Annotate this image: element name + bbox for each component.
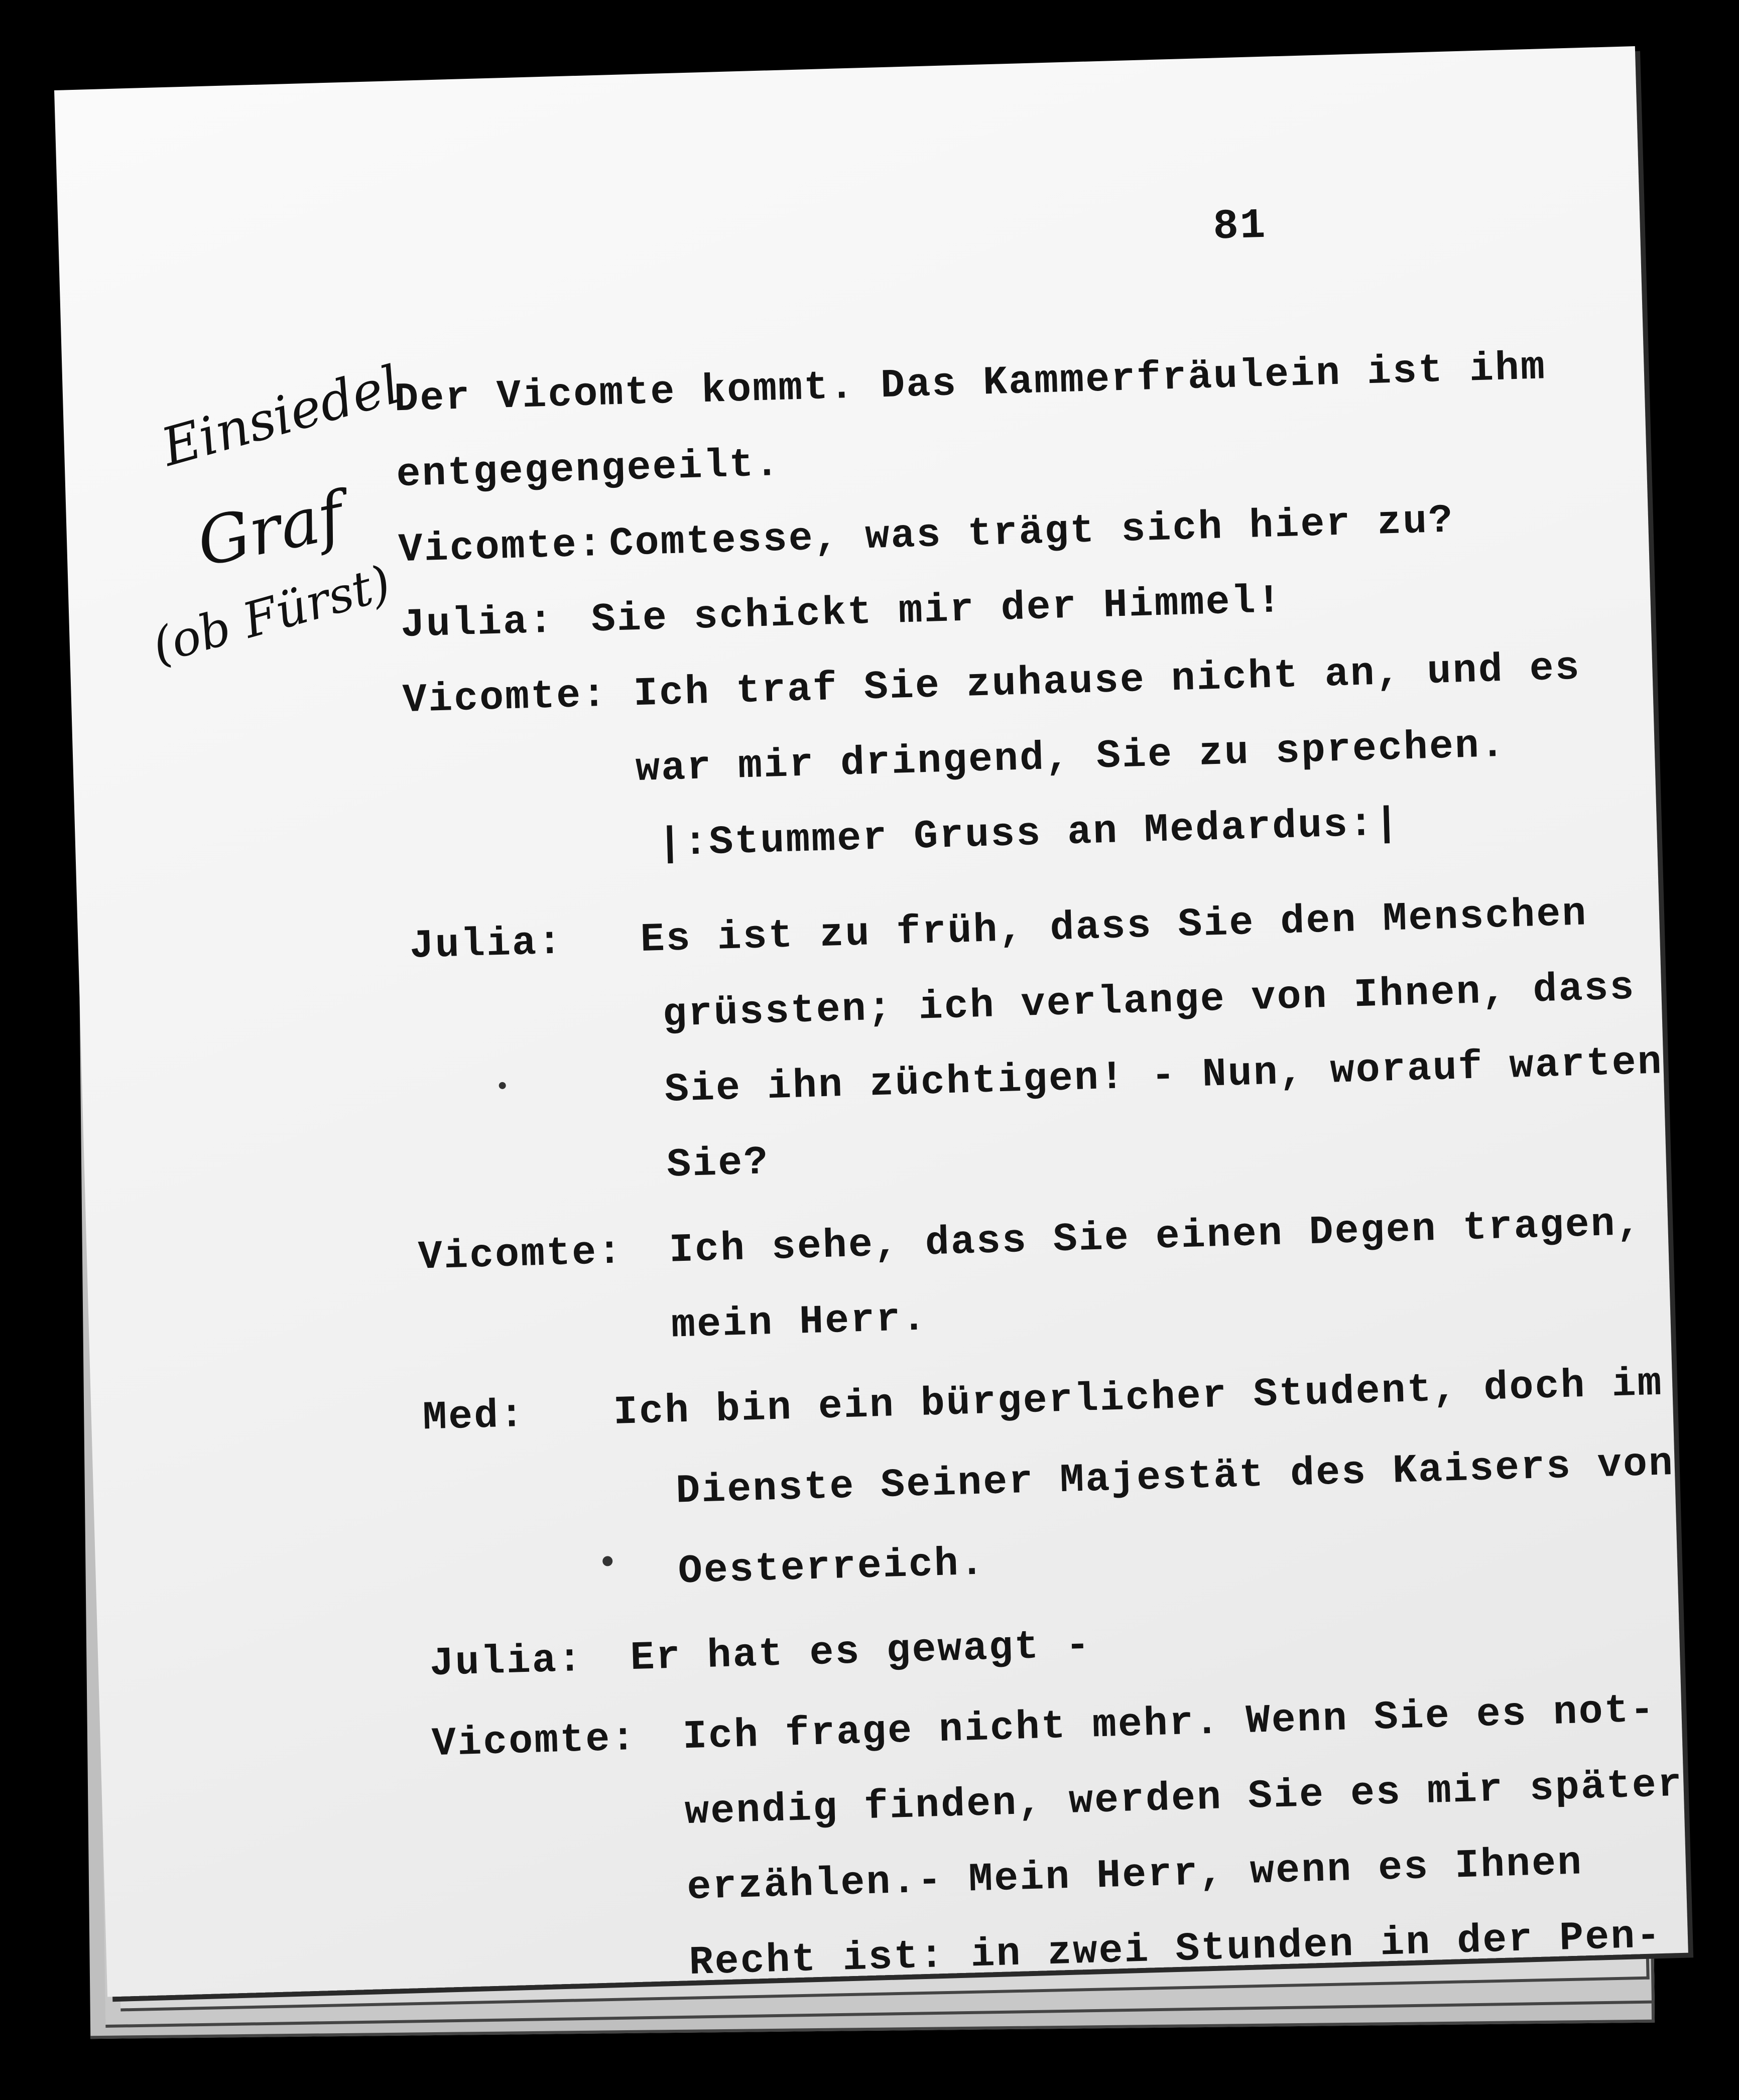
dialogue-line: wendig finden, werden Sie es mir später <box>684 1762 1684 1836</box>
ink-speck <box>602 1556 613 1566</box>
speaker-label: Julia: <box>400 598 555 649</box>
dialogue-line: Ich frage nicht mehr. Wenn Sie es not- <box>682 1687 1656 1761</box>
dialogue-line: grüssten; ich verlange von Ihnen, dass <box>662 965 1636 1038</box>
dialogue-line: Recht ist: in zwei Stunden in der Pen- <box>688 1913 1663 1987</box>
page-number: 81 <box>1212 202 1268 251</box>
dialogue-line: Es ist zu früh, dass Sie den Menschen <box>640 891 1588 964</box>
dialogue-line: Sie ihn züchtigen! - Nun, worauf warten <box>664 1039 1664 1113</box>
ink-speck <box>499 1082 506 1089</box>
speaker-label: Vicomte: <box>402 672 608 724</box>
dialogue-line: Sie? <box>666 1140 770 1189</box>
speaker-label: Vicomte: <box>398 521 604 574</box>
manuscript-page <box>54 46 1688 1997</box>
stage-direction-continued: entgegengeeilt. <box>396 441 781 498</box>
speaker-label: Vicomte: <box>431 1716 638 1768</box>
dialogue-line: Sie schickt mir der Himmel! <box>590 578 1283 643</box>
dialogue-line: mein Herr. <box>670 1296 928 1349</box>
speaker-label: Med: <box>422 1392 526 1441</box>
stage-direction-inline: |:Stummer Gruss an Medardus:| <box>657 801 1401 867</box>
dialogue-line: Oesterreich. <box>677 1540 986 1595</box>
dialogue-line: Ich sehe, dass Sie einen Degen tragen, <box>668 1201 1643 1274</box>
handwritten-note-line-2: Graf <box>191 477 350 582</box>
dialogue-line: Er hat es gewagt - <box>630 1623 1092 1682</box>
handwritten-note-line-1: Einsiedel <box>155 353 407 478</box>
speaker-label: Vicomte: <box>417 1229 624 1281</box>
dialogue-line: Comtesse, was trägt sich hier zu? <box>608 498 1455 568</box>
handwritten-note-line-3: (ob Fürst) <box>146 554 397 675</box>
dialogue-line: Ich traf Sie zuhause nicht an, und es <box>633 645 1581 718</box>
dialogue-line: erzählen.- Mein Herr, wenn es Ihnen <box>686 1840 1584 1911</box>
dialogue-line: Dienste Seiner Majestät des Kaisers von <box>675 1440 1675 1515</box>
speaker-label: Julia: <box>429 1637 584 1687</box>
dialogue-line: Ich bin ein bürgerlicher Student, doch im <box>612 1361 1664 1436</box>
speaker-label: Julia: <box>409 920 564 970</box>
dialogue-line: war mir dringend, Sie zu sprechen. <box>635 722 1507 793</box>
stage-direction: Der Vicomte kommt. Das Kammerfräulein ist ihm <box>394 345 1547 423</box>
